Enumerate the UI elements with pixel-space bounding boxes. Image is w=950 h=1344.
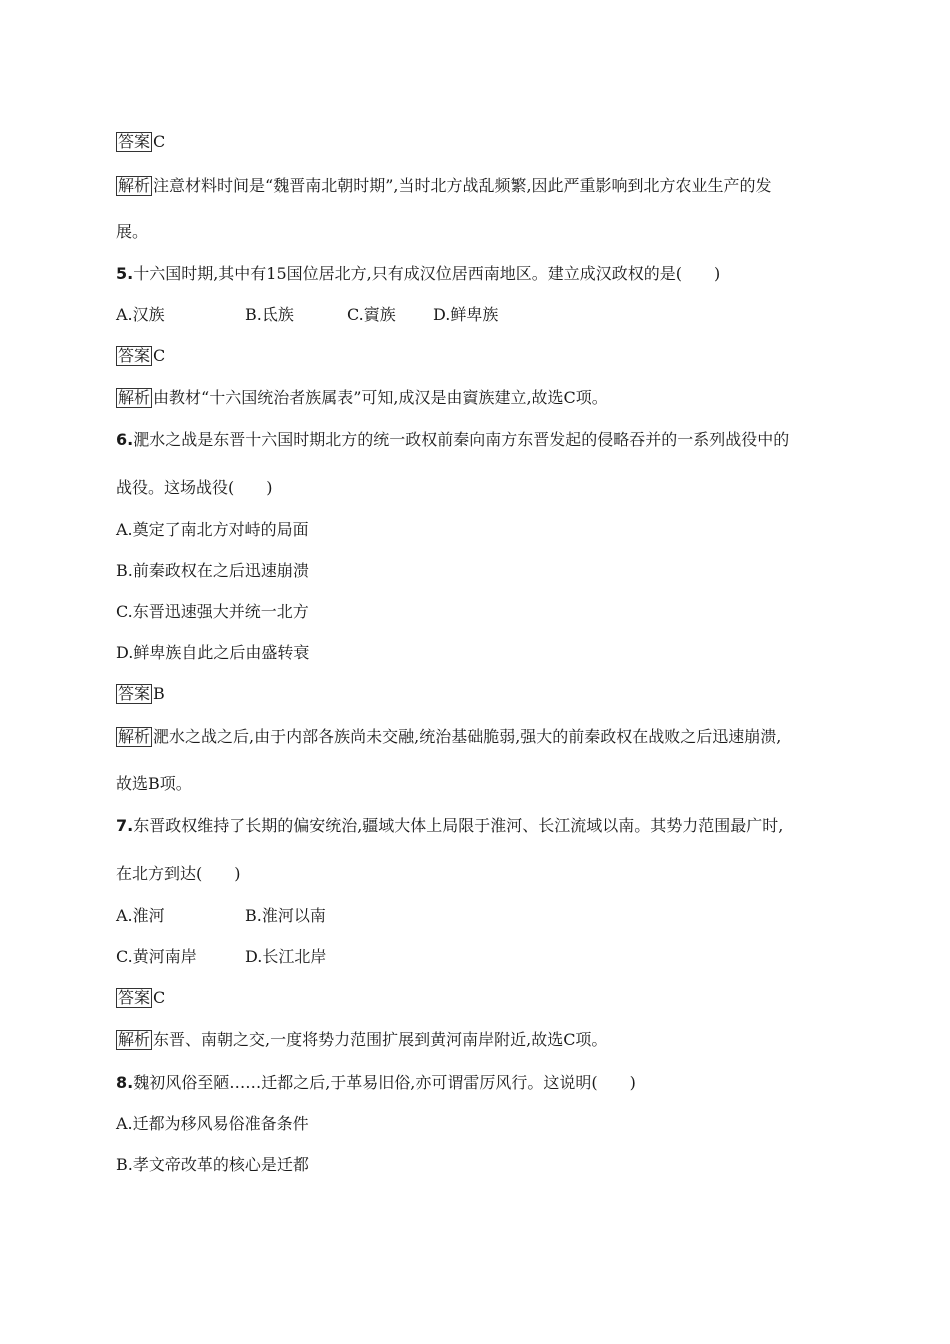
question-text: 淝水之战是东晋十六国时期北方的统一政权前秦向南方东晋发起的侵略吞并的一系列战役中的 <box>133 430 790 449</box>
question-text: 十六国时期,其中有15国位居北方,只有成汉位居西南地区。建立成汉政权的是( ) <box>133 264 721 283</box>
analysis-line <box>116 176 772 196</box>
option-a: A.淮河 <box>116 906 165 925</box>
answer-line <box>116 988 165 1008</box>
answer-value: C <box>153 988 166 1007</box>
analysis-tag: 解析 <box>118 176 151 195</box>
question-5-stem <box>116 264 720 284</box>
question-7-stem <box>116 816 783 836</box>
analysis-text: 东晋、南朝之交,一度将势力范围扩展到黄河南岸附近,故选C项。 <box>153 1030 608 1049</box>
analysis-text: 由教材“十六国统治者族属表”可知,成汉是由賨族建立,故选C项。 <box>153 388 608 407</box>
question-text: 东晋政权维持了长期的偏安统治,疆域大体上局限于淮河、长江流域以南。其势力范围最广时, <box>133 816 784 835</box>
answer-tag: 答案 <box>118 132 151 151</box>
analysis-text: 淝水之战之后,由于内部各族尚未交融,统治基础脆弱,强大的前秦政权在战败之后迅速崩溃, <box>153 727 782 746</box>
answer-line <box>116 684 165 704</box>
option-d: D.鲜卑族自此之后由盛转衰 <box>116 643 310 662</box>
question-text-cont: 在北方到达( ) <box>116 864 241 883</box>
question-text: 魏初风俗至陋……迁都之后,于革易旧俗,亦可谓雷厉风行。这说明( ) <box>133 1073 636 1092</box>
option-d: D.长江北岸 <box>245 947 327 966</box>
question-8-stem <box>116 1073 636 1093</box>
question-number: 6. <box>116 430 134 449</box>
answer-line <box>116 132 165 152</box>
option-b: B.淮河以南 <box>245 906 326 925</box>
answer-value: B <box>153 684 165 703</box>
answer-line <box>116 346 165 366</box>
question-number: 8. <box>116 1073 134 1092</box>
option-d: D.鲜卑族 <box>433 305 499 324</box>
question-text-cont: 战役。这场战役( ) <box>116 478 273 497</box>
option-b: B.孝文帝改革的核心是迁都 <box>116 1155 309 1174</box>
option-a: A.迁都为移风易俗准备条件 <box>116 1114 309 1133</box>
analysis-line <box>116 388 608 408</box>
option-c: C.賨族 <box>347 305 396 324</box>
option-c: C.东晋迅速强大并统一北方 <box>116 602 309 621</box>
answer-tag: 答案 <box>118 684 151 703</box>
analysis-text-cont: 展。 <box>116 222 149 241</box>
option-c: C.黄河南岸 <box>116 947 197 966</box>
analysis-tag: 解析 <box>118 388 151 407</box>
analysis-line <box>116 727 781 747</box>
question-6-stem <box>116 430 789 450</box>
question-number: 5. <box>116 264 134 283</box>
answer-value: C <box>153 346 166 365</box>
answer-value: C <box>153 132 166 151</box>
analysis-text-cont: 故选B项。 <box>116 774 192 793</box>
option-a: A.汉族 <box>116 305 165 324</box>
answer-tag: 答案 <box>118 988 151 1007</box>
analysis-tag: 解析 <box>118 1030 151 1049</box>
analysis-line <box>116 1030 607 1050</box>
option-a: A.奠定了南北方对峙的局面 <box>116 520 309 539</box>
option-b: B.氐族 <box>245 305 294 324</box>
option-b: B.前秦政权在之后迅速崩溃 <box>116 561 309 580</box>
analysis-tag: 解析 <box>118 727 151 746</box>
analysis-text: 注意材料时间是“魏晋南北朝时期”,当时北方战乱频繁,因此严重影响到北方农业生产的发 <box>153 176 772 195</box>
answer-tag: 答案 <box>118 346 151 365</box>
question-number: 7. <box>116 816 134 835</box>
